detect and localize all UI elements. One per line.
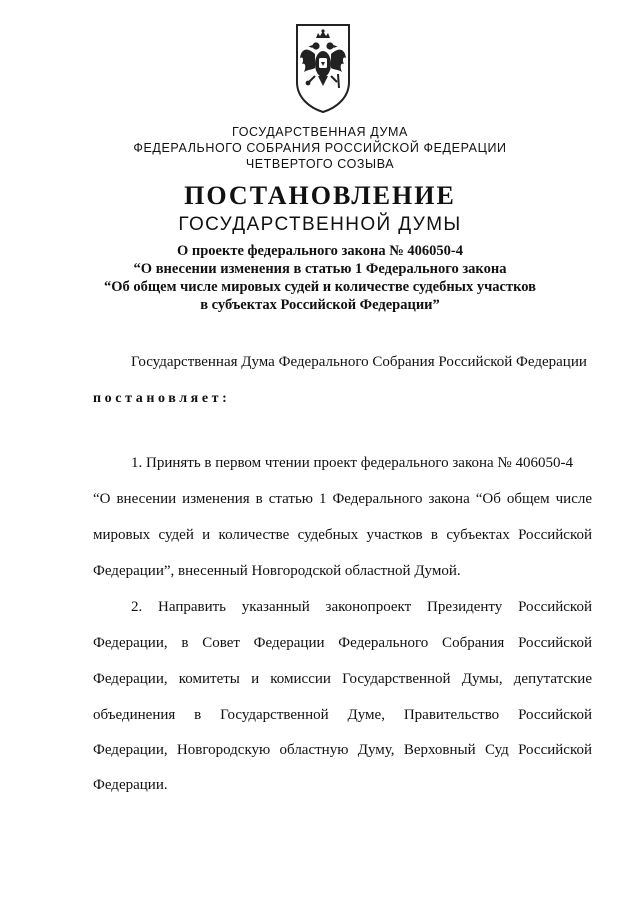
body-line: Федерации, Новгородскую областную Думу, Верховный Суд Российской [93,742,592,758]
document-type-title: ПОСТАНОВЛЕНИЕ [184,181,456,210]
body-line: объединения в Государственной Думе, Правительство Российской [93,707,592,723]
body-line: Федерации, комитеты и комиссии Государственной Думы, депутатские [93,671,592,687]
body-line: мировых судей и количестве судебных участков в субъектах Российской [93,527,592,543]
coat-of-arms-icon [294,22,352,114]
org-line-1: ГОСУДАРСТВЕННАЯ ДУМА [232,125,408,139]
body-line: “О внесении изменения в статью 1 Федерального закона “Об общем числе [93,491,592,507]
subject-line: О проекте федерального закона № 406050-4 [176,243,464,259]
subject-line: “О внесении изменения в статью 1 Федерального закона [133,261,507,277]
intro-text: Государственная Дума Федерального Собрания Российской Федерации [131,354,587,370]
document-issuer: ГОСУДАРСТВЕННОЙ ДУМЫ [178,214,462,235]
body-line: Федерации. [93,777,168,793]
subject-line: в субъектах Российской Федерации” [200,297,440,313]
body-line: 2. Направить указанный законопроект Президенту Российской [131,599,592,615]
body-line: 1. Принять в первом чтении проект федерального закона № 406050-4 [131,455,573,471]
subject-line: “Об общем числе мировых судей и количестве судебных участков [104,279,536,295]
org-line-2: ФЕДЕРАЛЬНОГО СОБРАНИЯ РОССИЙСКОЙ ФЕДЕРАЦИИ [133,141,507,155]
resolves-word: постановляет: [93,391,231,406]
body-line: Федерации, в Совет Федерации Федерального Собрания Российской [93,635,592,651]
body-line: Федерации”, внесенный Новгородской областной Думой. [93,563,461,579]
org-line-3: ЧЕТВЕРТОГО СОЗЫВА [245,157,395,171]
